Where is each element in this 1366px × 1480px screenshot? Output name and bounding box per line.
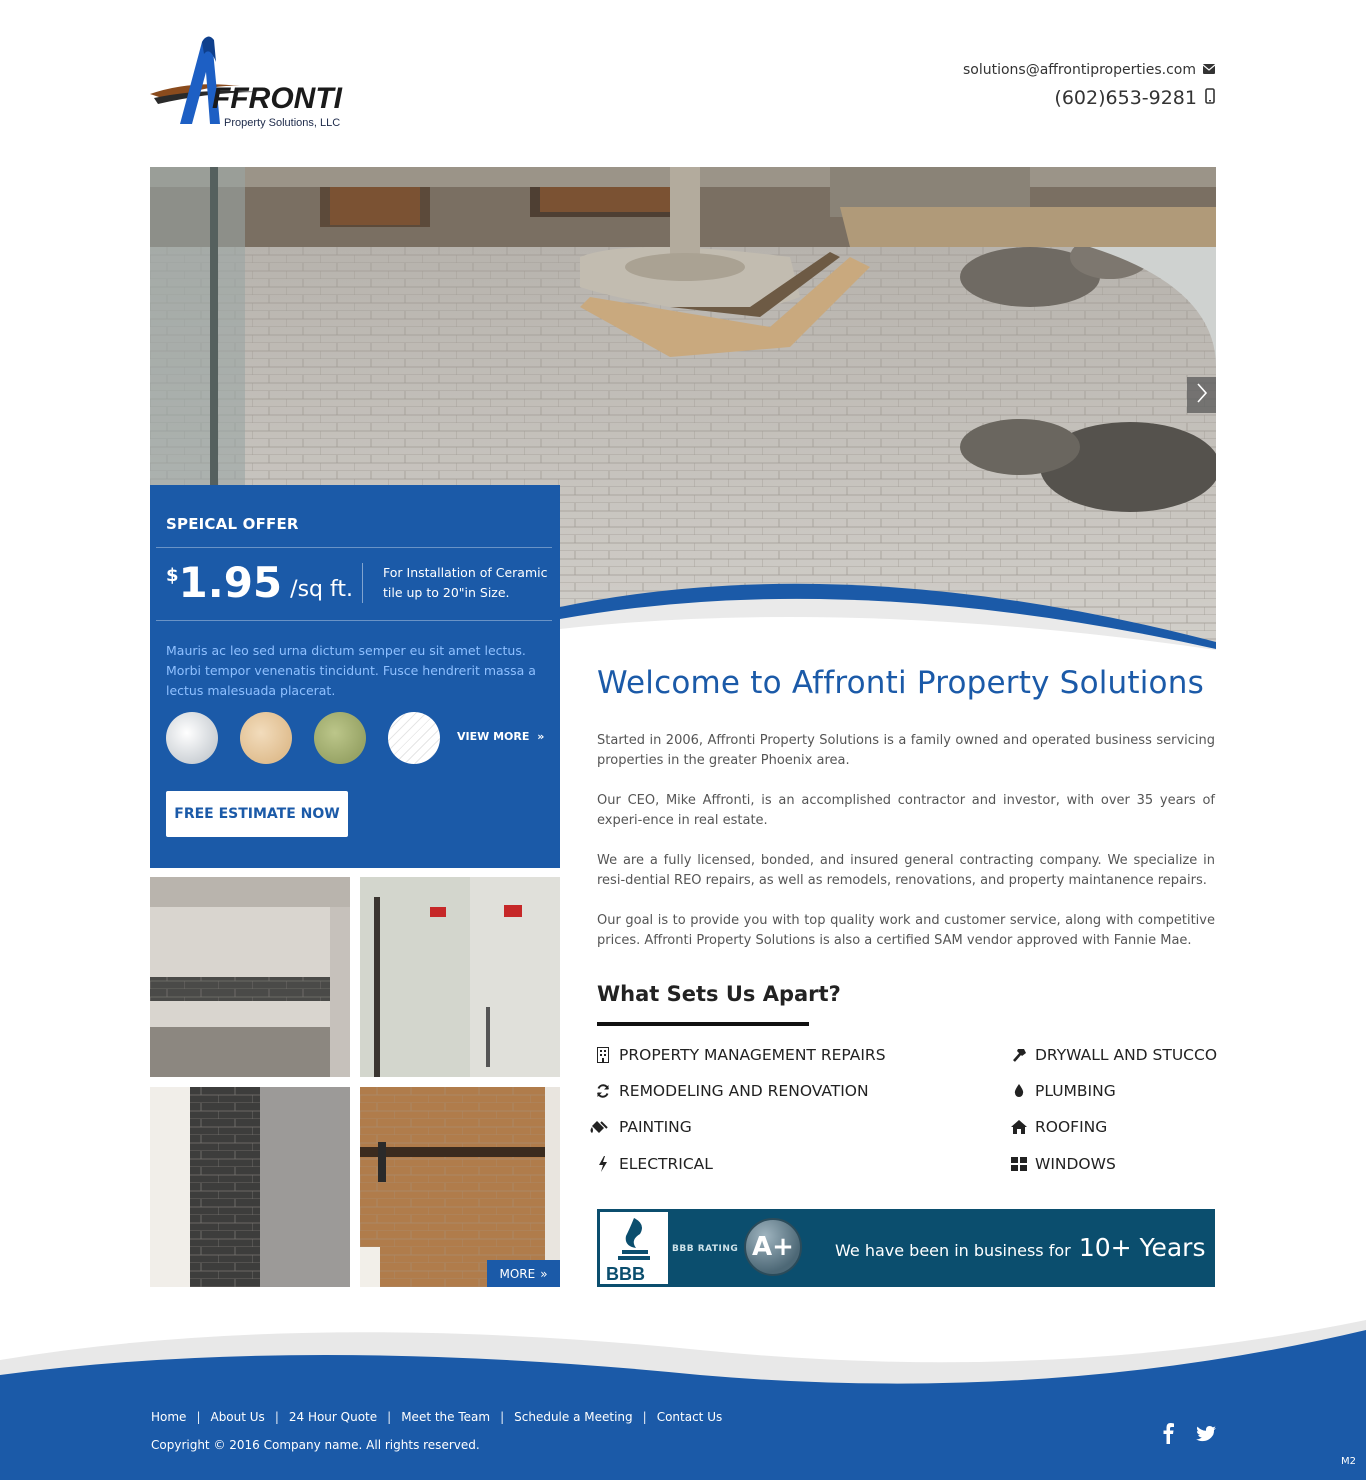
- bolt-icon: [595, 1156, 611, 1172]
- footer-nav: [151, 1410, 722, 1424]
- hammer-icon: [1011, 1047, 1027, 1063]
- building-icon: [595, 1047, 611, 1063]
- mobile-phone-icon: [1205, 87, 1215, 109]
- bbb-rating-banner: [597, 1209, 1215, 1287]
- svg-text:BBB: BBB: [606, 1264, 645, 1284]
- intro-paragraph: Started in 2006, Affronti Property Solutions is a family owned and operated business servicing properties in the greater Phoenix area.: [597, 733, 1215, 768]
- copyright: Copyright © 2016 Company name. All rights reserved.: [151, 1438, 480, 1452]
- footer-link-quote[interactable]: 24 Hour Quote: [288, 1410, 378, 1424]
- offer-description: For Installation of Ceramic tile up to 20"in Size.: [383, 565, 548, 600]
- offer-text: Mauris ac leo sed urna dictum semper eu sit amet lectus. Morbi tempor venenatis tincidunt. Fusce hendrerit massa a lectus malesuada placerat.: [166, 643, 536, 698]
- service-painting: PAINTING: [589, 1118, 692, 1136]
- service-remodeling: REMODELING AND RENOVATION: [595, 1082, 869, 1100]
- service-drywall: DRYWALL AND STUCCO: [1011, 1046, 1217, 1064]
- divider: [156, 620, 552, 621]
- tile-swatch-beige[interactable]: [240, 712, 292, 764]
- separator: |: [642, 1410, 647, 1424]
- facebook-icon[interactable]: [1162, 1422, 1174, 1448]
- contact-phone[interactable]: [1054, 87, 1215, 109]
- home-icon: [1011, 1119, 1027, 1135]
- paint-bucket-icon: [589, 1119, 611, 1135]
- tile-swatch-marble[interactable]: [166, 712, 218, 764]
- price-currency: $: [166, 565, 179, 586]
- bbb-grade-badge: A+: [744, 1218, 802, 1276]
- droplet-icon: [1011, 1083, 1027, 1099]
- license-paragraph: We are a fully licensed, bonded, and insured general contracting company. We specialize in resi-dential REO repairs, as well as remodels, renovations, and property maintanence repairs.: [597, 853, 1215, 888]
- gallery-image-shower-2[interactable]: [360, 877, 560, 1077]
- tile-swatch-white[interactable]: [388, 712, 440, 764]
- double-chevron-right-icon: »: [540, 1266, 548, 1281]
- footer-background: [0, 1300, 1366, 1480]
- footer-link-team[interactable]: Meet the Team: [401, 1410, 491, 1424]
- special-offer-panel: [150, 485, 560, 868]
- separator: |: [274, 1410, 279, 1424]
- free-estimate-button[interactable]: FREE ESTIMATE NOW: [166, 791, 348, 837]
- bbb-rating-label: BBB RATING: [672, 1244, 739, 1254]
- email-text[interactable]: solutions@affrontiproperties.com: [962, 62, 1196, 78]
- phone-text[interactable]: (602)653-9281: [1054, 87, 1197, 109]
- offer-title: SPEICAL OFFER: [166, 515, 299, 533]
- separator: |: [387, 1410, 392, 1424]
- separator: |: [500, 1410, 505, 1424]
- corner-label: M2: [1341, 1456, 1356, 1467]
- service-electrical: ELECTRICAL: [595, 1155, 713, 1173]
- gallery-image-shower-1[interactable]: [150, 877, 350, 1077]
- envelope-icon: [1203, 62, 1215, 78]
- years-value: 10+ Years: [1078, 1233, 1206, 1262]
- footer-link-about[interactable]: About Us: [210, 1410, 265, 1424]
- refresh-icon: [595, 1083, 611, 1099]
- title-underline: [597, 1022, 809, 1026]
- divider: [362, 563, 363, 603]
- logo-subtitle: Property Solutions, LLC: [224, 117, 341, 129]
- view-more-link[interactable]: VIEW MORE »: [457, 730, 545, 743]
- windows-icon: [1011, 1156, 1027, 1172]
- bbb-logo: [598, 1210, 670, 1286]
- gallery-more-button[interactable]: MORE »: [487, 1260, 560, 1287]
- slider-next-button[interactable]: [1187, 377, 1216, 413]
- section-title: What Sets Us Apart?: [597, 982, 841, 1006]
- offer-price: [166, 557, 353, 609]
- double-chevron-right-icon: »: [537, 730, 545, 743]
- footer-link-schedule[interactable]: Schedule a Meeting: [514, 1410, 633, 1424]
- footer-link-contact[interactable]: Contact Us: [656, 1410, 723, 1424]
- contact-email[interactable]: [963, 62, 1215, 78]
- page-title: Welcome to Affronti Property Solutions: [597, 665, 1204, 701]
- divider: [156, 547, 552, 548]
- service-plumbing: PLUMBING: [1011, 1082, 1116, 1100]
- ceo-paragraph: Our CEO, Mike Affronti, is an accomplished contractor and investor, with over 35 years of experi-ence in real estate.: [597, 793, 1215, 828]
- price-value: 1.95: [178, 558, 283, 607]
- gallery-image-shower-4[interactable]: [360, 1087, 560, 1287]
- footer-link-home[interactable]: Home: [151, 1410, 187, 1424]
- gallery-image-shower-3[interactable]: [150, 1087, 350, 1287]
- chevron-right-icon: [1196, 382, 1208, 408]
- tile-swatch-green[interactable]: [314, 712, 366, 764]
- goal-paragraph: Our goal is to provide you with top quality work and customer service, along with competitive prices. Affronti Property Solutions is also a certified SAM vendor approved with Fannie Mae.: [597, 913, 1215, 948]
- price-unit: /sq ft.: [290, 577, 353, 602]
- separator: |: [196, 1410, 201, 1424]
- service-windows: WINDOWS: [1011, 1155, 1116, 1173]
- svg-text:FFRONTI: FFRONTI: [212, 82, 342, 115]
- twitter-icon[interactable]: [1196, 1426, 1216, 1446]
- years-in-business: We have been in business for 10+ Years: [835, 1233, 1206, 1262]
- service-roofing: ROOFING: [1011, 1118, 1107, 1136]
- service-property-management: PROPERTY MANAGEMENT REPAIRS: [595, 1046, 886, 1064]
